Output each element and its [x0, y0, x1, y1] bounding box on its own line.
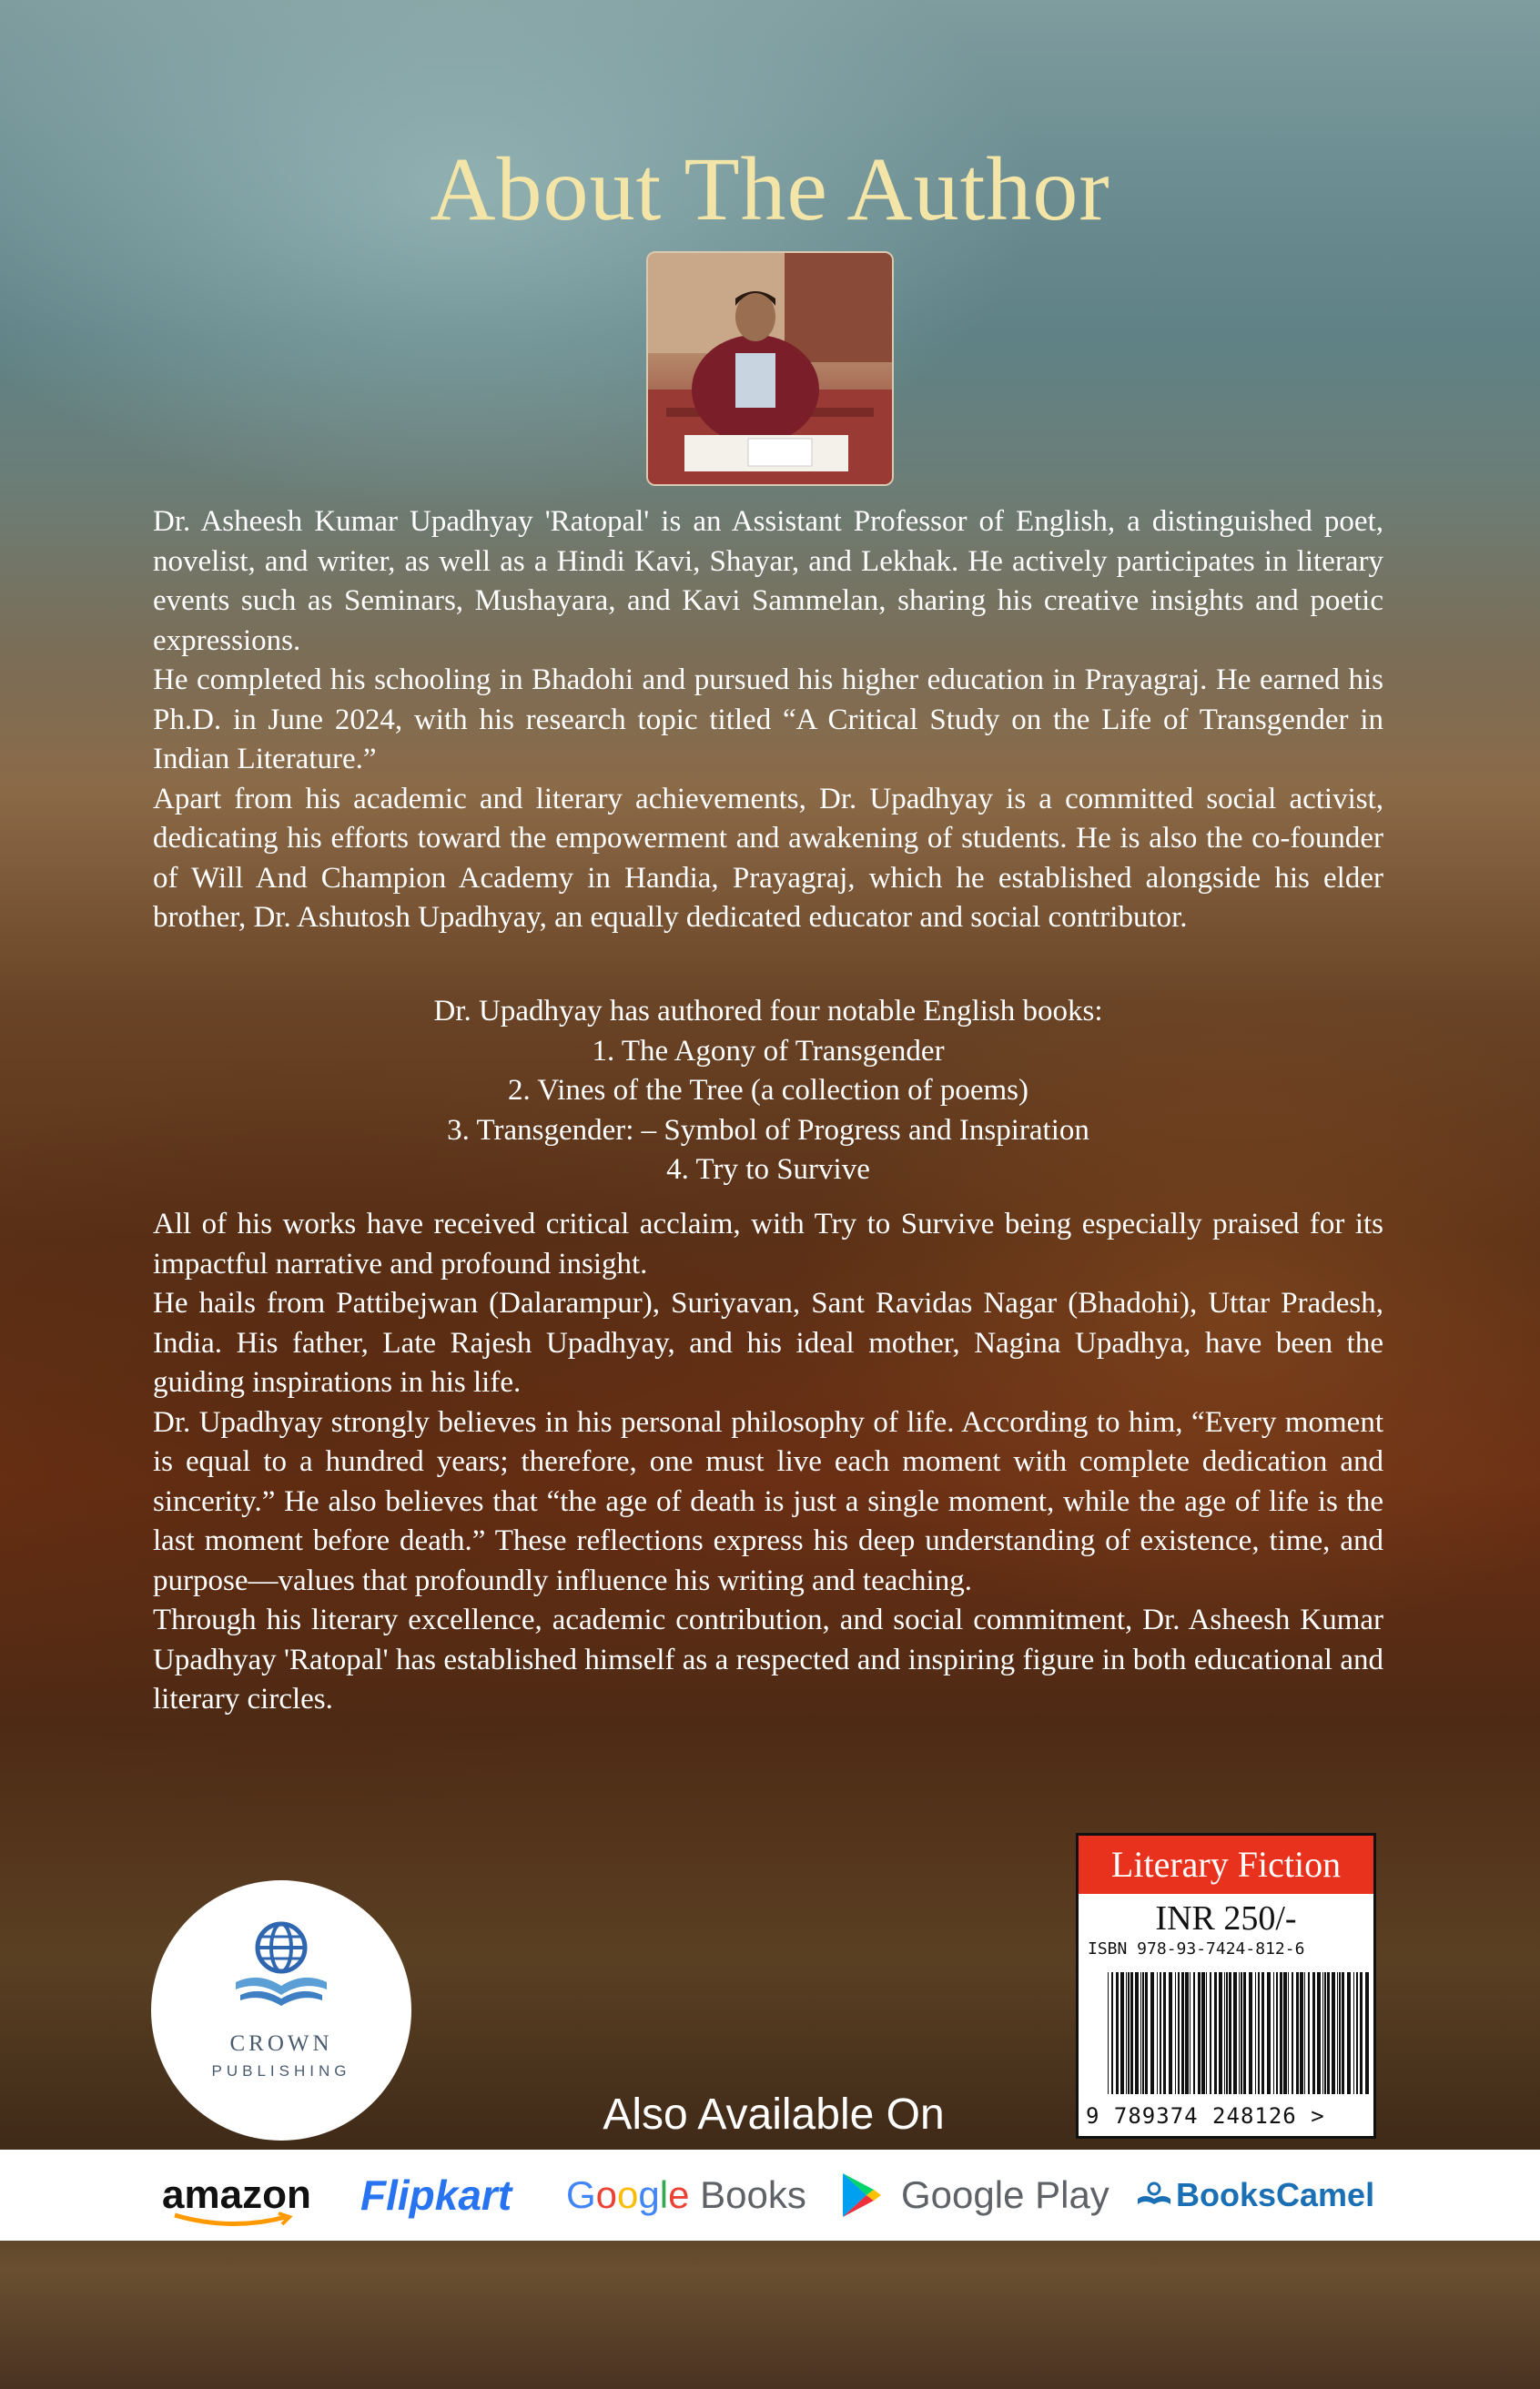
barcode-bar: [1229, 1972, 1231, 2094]
barcode: [1106, 1972, 1370, 2094]
barcode-bar: [1160, 1972, 1161, 2094]
book-item: 3. Transgender: – Symbol of Progress and Inspiration: [447, 1113, 1089, 1147]
also-available-label: Also Available On: [603, 2090, 945, 2139]
barcode-bar: [1226, 1972, 1228, 2094]
price-label: INR 250/-: [1155, 1899, 1297, 1938]
barcode-bar: [1126, 1972, 1127, 2094]
barcode-bar: [1267, 1972, 1271, 2094]
barcode-bar: [1360, 1972, 1363, 2094]
store-logo-bookscamel: BooksCamel: [1176, 2176, 1375, 2213]
store-logo-amazon: amazon: [162, 2172, 311, 2217]
barcode-bar: [1214, 1972, 1217, 2094]
bio-paragraph: Dr. Asheesh Kumar Upadhyay 'Ratopal' is an Assistant Professor of English, a distinguished poet, novelist, and writer, as well as a Hindi Kavi, Shayar, and Lekhak. He actively participates in literary events such as Seminars, Mushayara, and Kavi Sammelan, sharing his creative insights and poetic expressions.: [153, 505, 1383, 657]
store-logos-bar: [0, 2150, 1540, 2241]
barcode-bar: [1342, 1972, 1344, 2094]
barcode-bar: [1243, 1972, 1246, 2094]
barcode-bar: [1324, 1972, 1326, 2094]
barcode-bar: [1300, 1972, 1303, 2094]
store-logo-google-play: Google Play: [901, 2173, 1109, 2216]
page-title: About The Author: [430, 138, 1110, 239]
barcode-bar: [1116, 1972, 1119, 2094]
barcode-bar: [1157, 1972, 1158, 2094]
barcode-bar: [1130, 1972, 1133, 2094]
barcode-bar: [1201, 1972, 1205, 2094]
barcode-bar: [1178, 1972, 1180, 2094]
barcode-bar: [1296, 1972, 1299, 2094]
barcode-bar: [1140, 1972, 1141, 2094]
barcode-bar: [1219, 1972, 1222, 2094]
google-play-icon: [839, 2171, 883, 2219]
bio-paragraph: Apart from his academic and literary achievements, Dr. Upadhyay is a committed social activist, dedicating his efforts toward the empowerment and awakening of students. He is also the co-founder of Will And Champion Academy in Handia, Prayagraj, which he established alongside his elder brother, Dr. Ashutosh Upadhyay, an equally dedicated educator and social contributor.: [153, 782, 1383, 934]
barcode-bar: [1233, 1972, 1237, 2094]
barcode-bar: [1255, 1972, 1256, 2094]
book-item: 2. Vines of the Tree (a collection of poems): [507, 1074, 1029, 1107]
barcode-bar: [1353, 1972, 1354, 2094]
barcode-bar: [1193, 1972, 1195, 2094]
barcode-bar: [1150, 1972, 1154, 2094]
publisher-subtitle: PUBLISHING: [211, 2062, 351, 2080]
barcode-bar: [1292, 1972, 1293, 2094]
barcode-bar: [1175, 1972, 1176, 2094]
amazon-smile-icon: [167, 2212, 304, 2230]
barcode-bar: [1185, 1972, 1189, 2094]
store-logo-flipkart: Flipkart: [360, 2171, 512, 2219]
author-photo-illustration: [648, 253, 892, 484]
barcode-bar: [1276, 1972, 1278, 2094]
barcode-bar: [1145, 1972, 1148, 2094]
bookscamel-book-icon: [1136, 2181, 1172, 2210]
bio-part-2: [153, 1205, 1383, 1720]
bio-paragraph: He completed his schooling in Bhadohi and pursued his higher education in Prayagraj. He earned his Ph.D. in June 2024, with his research topic titled “A Critical Study on the Life of Transgender in Indian Literature.”: [153, 663, 1383, 775]
category-label: Literary Fiction: [1079, 1836, 1373, 1894]
barcode-bar: [1163, 1972, 1166, 2094]
barcode-bar: [1337, 1972, 1338, 2094]
store-logo-google-books: Google Books: [566, 2173, 806, 2216]
barcode-bar: [1258, 1972, 1260, 2094]
barcode-bar: [1347, 1972, 1351, 2094]
publisher-logo: [151, 1880, 411, 2141]
barcode-bar: [1308, 1972, 1310, 2094]
bio-part-1: [153, 502, 1383, 938]
barcode-bar: [1198, 1972, 1201, 2094]
barcode-bar: [1339, 1972, 1341, 2094]
book-item: 4. Try to Survive: [666, 1153, 870, 1186]
bio-paragraph: He hails from Pattibejwan (Dalarampur), Suriyavan, Sant Ravidas Nagar (Bhadohi), Uttar Pradesh, India. His father, Late Rajesh Upadhyay, and his ideal mother, Nagina Upadhya, have been the guiding inspirations in his life.: [153, 1287, 1383, 1399]
barcode-bar: [1327, 1972, 1330, 2094]
barcode-bar: [1239, 1972, 1240, 2094]
bio-paragraph: Through his literary excellence, academic contribution, and social commitment, Dr. Asheesh Kumar Upadhyay 'Ratopal' has established himself as a respected and inspiring figure in both educational and literary circles.: [153, 1604, 1383, 1716]
author-photo: [646, 251, 894, 486]
price-barcode-box: [1076, 1833, 1376, 2139]
barcode-bar: [1249, 1972, 1252, 2094]
barcode-bar: [1365, 1972, 1369, 2094]
barcode-bar: [1241, 1972, 1242, 2094]
barcode-bar: [1280, 1972, 1282, 2094]
barcode-bar: [1283, 1972, 1287, 2094]
barcode-bar: [1224, 1972, 1225, 2094]
barcode-bar: [1206, 1972, 1207, 2094]
bio-paragraph: Dr. Upadhyay strongly believes in his personal philosophy of life. According to him, “Every moment is equal to a hundred years; therefore, one must live each moment with complete dedication and sincerity.” He also believes that “the age of death is just a single moment, while the age of life is the last moment before death.” These reflections express his deep understanding of existence, time, and purpose—values that profoundly influence his writing and teaching.: [153, 1405, 1383, 1597]
barcode-bar: [1120, 1972, 1124, 2094]
barcode-bar: [1169, 1972, 1172, 2094]
barcode-bar: [1135, 1972, 1139, 2094]
barcode-bar: [1261, 1972, 1264, 2094]
book-item: 1. The Agony of Transgender: [592, 1034, 945, 1068]
barcode-bar: [1332, 1972, 1335, 2094]
barcode-bar: [1210, 1972, 1211, 2094]
bio-paragraph: All of his works have received critical acclaim, with Try to Survive being especially praised for its impactful narrative and profound insight.: [153, 1208, 1383, 1281]
barcode-bar: [1356, 1972, 1358, 2094]
barcode-bar: [1304, 1972, 1305, 2094]
barcode-bar: [1128, 1972, 1130, 2094]
barcode-bar: [1108, 1972, 1109, 2094]
barcode-bar: [1317, 1972, 1321, 2094]
isbn-label: ISBN 978-93-7424-812-6: [1088, 1939, 1305, 1959]
barcode-bar: [1312, 1972, 1315, 2094]
barcode-bar: [1288, 1972, 1289, 2094]
barcode-bar: [1273, 1972, 1274, 2094]
publisher-name: CROWN: [229, 2031, 333, 2056]
book-list-intro: Dr. Upadhyay has authored four notable English books:: [433, 995, 1103, 1027]
barcode-bar: [1111, 1972, 1113, 2094]
globe-book-icon: [151, 1880, 411, 2026]
book-list: [153, 992, 1383, 1190]
barcode-bar: [1181, 1972, 1184, 2094]
barcode-bar: [1142, 1972, 1144, 2094]
barcode-digits: 9 789374 248126 >: [1086, 2103, 1325, 2129]
barcode-bar: [1322, 1972, 1323, 2094]
